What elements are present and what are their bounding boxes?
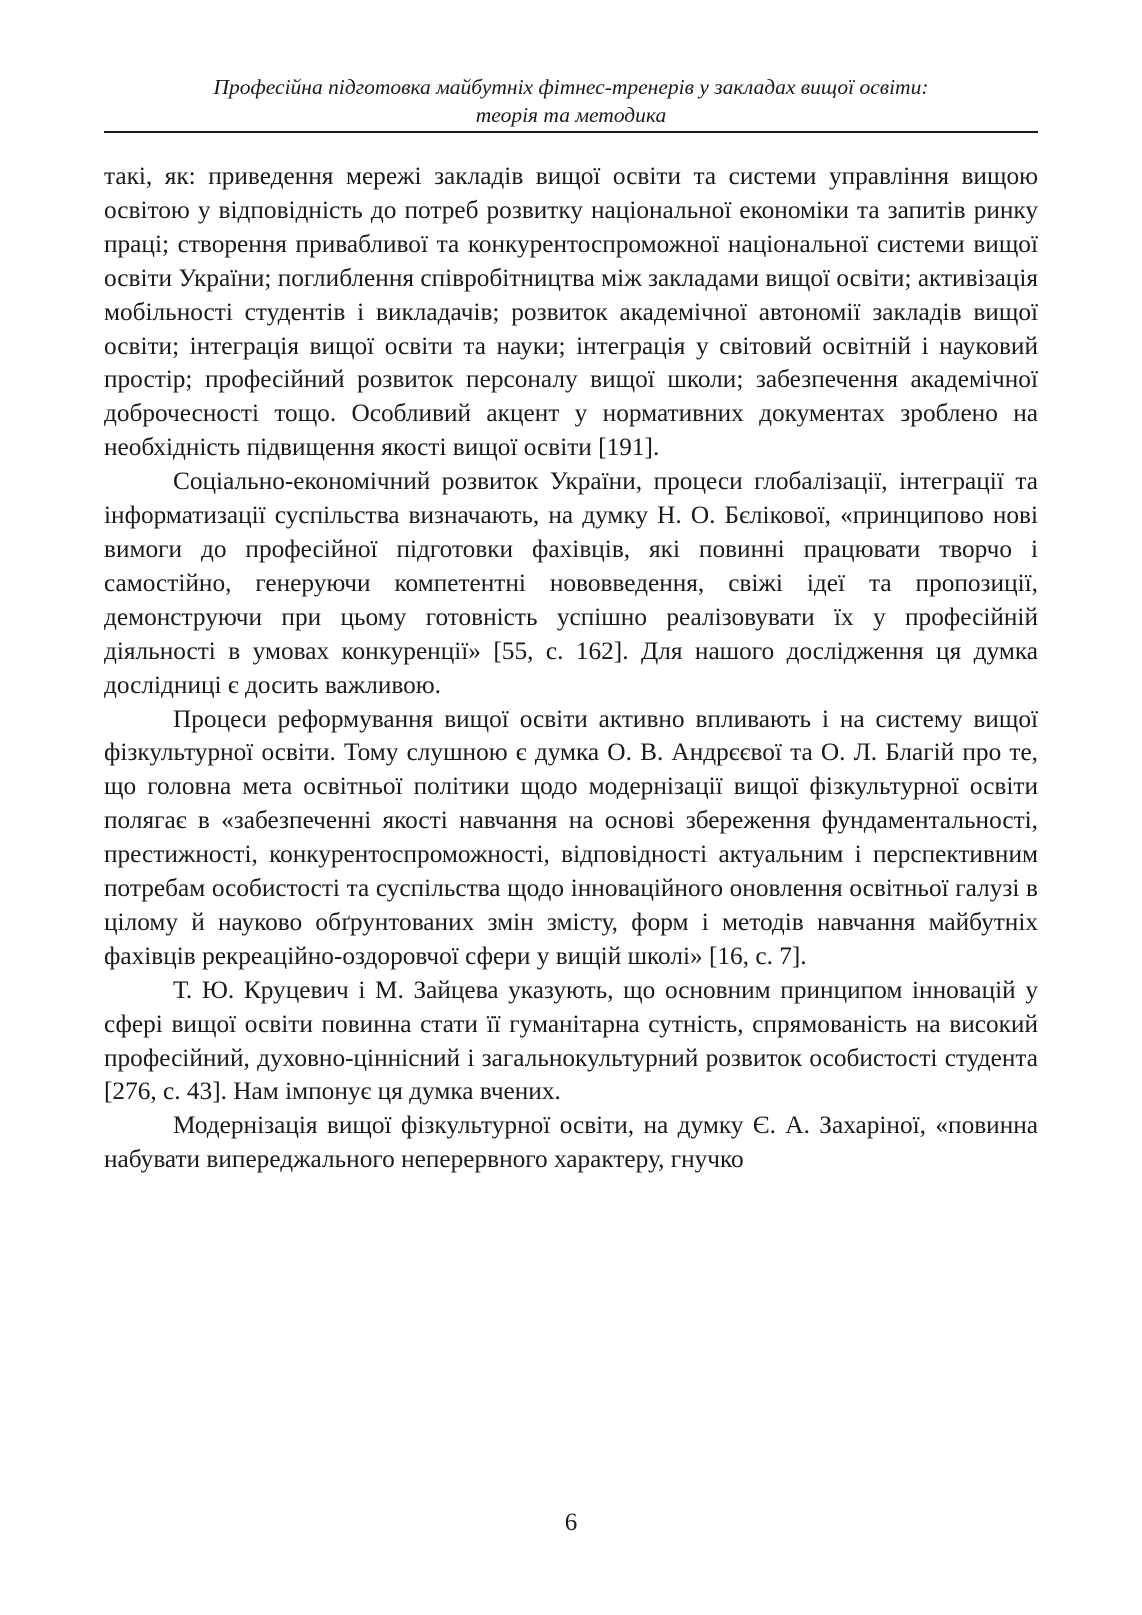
paragraph-1: такі, як: приведення мережі закладів вищої освіти та системи управління вищою освітою у відповідність до потреб розвитку національної економіки та запитів ринку праці; створення привабливої та конкурентоспроможної національної системи вищої освіти України; поглиблення співробітництва між закладами вищої освіти; активізація мобільності студентів і викладачів; розвиток академічної автономії закладів вищої освіти; інтеграція вищої освіти та науки; інтеграція у світовий освітній і науковий простір; професійний розвиток персоналу вищої школи; забезпечення академічної доброчесності тощо. Особливий акцент у нормативних документах зроблено на необхідність підвищення якості вищої освіти [191]. [104,162,1038,462]
running-header [104,73,1038,129]
page-number: 6 [564,1509,578,1536]
paragraph-2: Соціально-економічний розвиток України, процеси глобалізації, інтеграції та інформатизації суспільства визначають, на думку Н. О. Бєлікової, «принципово нові вимоги до професійної підготовки фахівців, які повинні працювати творчо і самостійно, генеруючи компетентні нововведення, свіжі ідеї та пропозиції, демонструючи при цьому готовність успішно реалізовувати їх у професійній діяльності в умовах конкуренції» [55, с. 162]. Для нашого дослідження ця думка дослідниці є досить важливою. [104,467,1038,699]
body-text [104,160,1038,1177]
paragraph-4: Т. Ю. Круцевич і М. Зайцева указують, що основним принципом інновацій у сфері вищої освіти повинна стати її гуманітарна сутність, спрямованість на високий професійний, духовно-ціннісний і загальнокультурний розвиток особистості студента [276, с. 43]. Нам імпонує ця думка вчених. [104,975,1038,1106]
running-header-line-1: Професійна підготовка майбутніх фітнес-тренерів у закладах вищої освіти: [213,75,929,99]
paragraph-3: Процеси реформування вищої освіти активно впливають і на систему вищої фізкультурної освіти. Тому слушною є думка О. В. Андрєєвої та О. Л. Благій про те, що головна мета освітньої політики щодо модернізації вищої фізкультурної освіти полягає в «забезпеченні якості навчання на основі збереження фундаментальності, престижності, конкурентоспроможності, відповідності актуальним і перспективним потребам особистості та суспільства щодо інноваційного оновлення освітньої галузі в цілому й науково обґрунтованих змін змісту, форм і методів навчання майбутніх фахівців рекреаційно-оздоровчої сфери у вищій школі» [16, с. 7]. [104,704,1038,970]
paragraph-5: Модернізація вищої фізкультурної освіти, на думку Є. А. Захаріної, «повинна набувати випереджального неперервного характеру, гнучко [104,1111,1038,1174]
running-header-line-2: теорія та методика [475,103,667,127]
header-rule [104,131,1038,133]
